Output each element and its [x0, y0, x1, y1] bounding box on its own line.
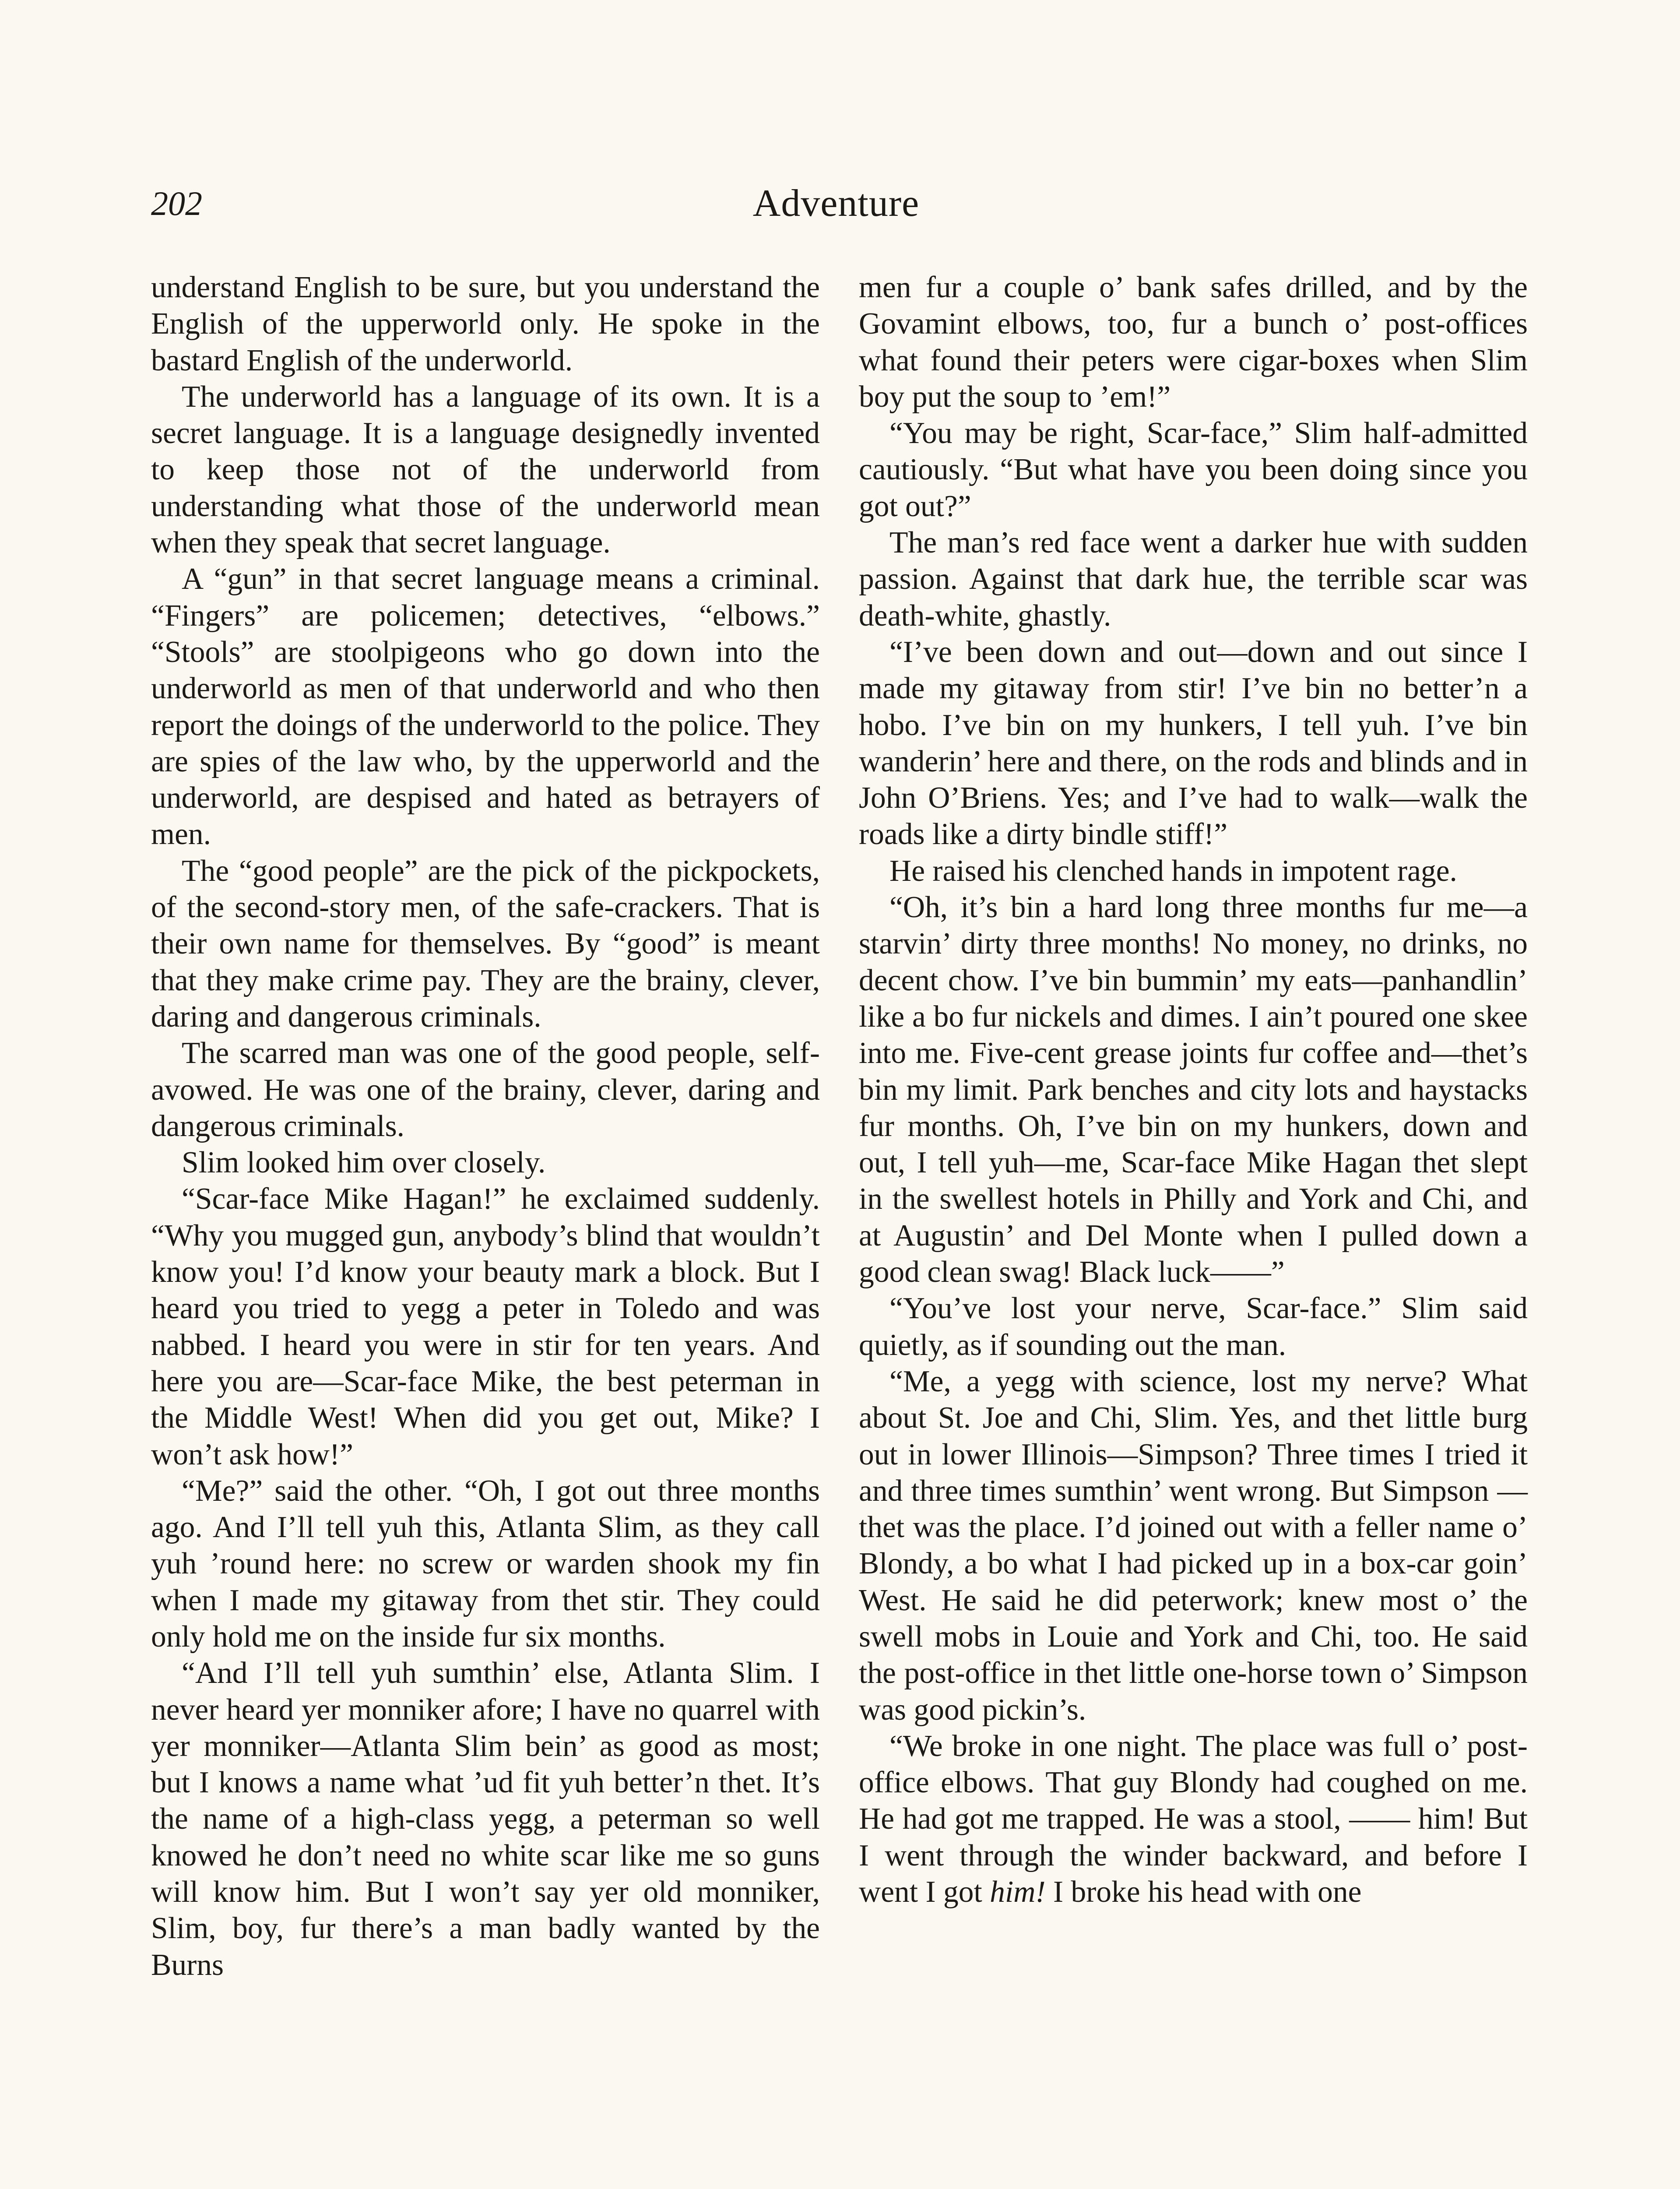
paragraph: “Me, a yegg with science, lost my nerve? What about St. Joe and Chi, Slim. Yes, and thet little burg out in lower Illinois—Simpson? Three times I tried it and three times sumthin’ went wrong. But Simpson —thet was the place. I’d joined out with a feller name o’ Blondy, a bo what I had picked up in a box-car goin’ West. He said he did peterwork; knew most o’ the swell mobs in Louie and York and Chi, too. He said the post-office in thet little one-horse town o’ Simpson was good pickin’s.	[859, 1364, 1528, 1727]
paragraph: “You may be right, Scar-face,” Slim half-admitted cautiously. “But what have you been doing since you got out?”	[859, 416, 1528, 523]
page-header	[151, 179, 1521, 228]
running-title: Adventure	[752, 182, 920, 225]
last-paragraph	[859, 1728, 1528, 1910]
paragraph: A “gun” in that secret language means a criminal. “Fingers” are policemen; detectives, “elbows.” “Stools” are stoolpigeons who go down into the underworld as men of that underworld and who then report the doings of the underworld to the police. They are spies of the law who, by the upperworld and the underworld, are despised and hated as betrayers of men.	[151, 562, 820, 852]
paragraph: “I’ve been down and out—down and out since I made my gitaway from stir! I’ve bin no better’n a hobo. I’ve bin on my hunkers, I tell yuh. I’ve bin wanderin’ here and there, on the rods and blinds and in John O’Briens. Yes; and I’ve had to walk—walk the roads like a dirty bindle stiff!”	[859, 635, 1528, 852]
paragraph: The “good people” are the pick of the pickpockets, of the second-story men, of the safe-crackers. That is their own name for themselves. By “good” is meant that they make crime pay. They are the brainy, clever, daring and dangerous criminals.	[151, 854, 820, 1034]
left-column	[151, 269, 820, 1983]
paragraph: “You’ve lost your nerve, Scar-face.” Slim said quietly, as if sounding out the man.	[859, 1292, 1528, 1362]
paragraph: He raised his clenched hands in impotent rage.	[889, 854, 1457, 888]
emphasis-text: him!	[990, 1875, 1046, 1909]
paragraph: “Scar-face Mike Hagan!” he exclaimed suddenly. “Why you mugged gun, anybody’s blind that wouldn’t know you! I’d know your beauty mark a block. But I heard you tried to yegg a peter in Toledo and was nabbed. I heard you were in stir for ten years. And here you are—Scar-face Mike, the best peterman in the Middle West! When did you get out, Mike? I won’t ask how!”	[151, 1182, 820, 1471]
paragraph: The man’s red face went a darker hue with sudden passion. Against that dark hue, the terrible scar was death-white, ghastly.	[859, 526, 1528, 633]
paragraph: “Oh, it’s bin a hard long three months fur me—a starvin’ dirty three months! No money, no drinks, no decent chow. I’ve bin bummin’ my eats—panhandlin’ like a bo fur nickels and dimes. I ain’t poured one skee into me. Five-cent grease joints fur coffee and—thet’s bin my limit. Park benches and city lots and haystacks fur months. Oh, I’ve bin on my hunkers, down and out, I tell yuh—me, Scar-face Mike Hagan thet slept in the swellest hotels in Philly and York and Chi, and at Augustin’ and Del Monte when I pulled down a good clean swag! Black luck——”	[859, 890, 1528, 1289]
paragraph: “And I’ll tell yuh sumthin’ else, Atlanta Slim. I never heard yer monniker afore; I have no quarrel with yer monniker—Atlanta Slim bein’ as good as most; but I knows a name what ’ud fit yuh better’n thet. It’s the name of a high-class yegg, a peterman so well knowed he don’t need no white scar like me so guns will know him. But I won’t say yer old monniker, Slim, boy, fur there’s a man badly wanted by the Burns	[151, 1656, 820, 1982]
paragraph: men fur a couple o’ bank safes drilled, and by the Govamint elbows, too, fur a bunch o’ post-offices what found their peters were cigar-boxes when Slim boy put the soup to ’em!”	[859, 271, 1528, 414]
paragraph-text: “We broke in one night. The place was full o’ post-office elbows. That guy Blondy had coughed on me. He had got me trapped. He was a stool, —— him! But I went through the winder backward, and before I went I got	[859, 1729, 1528, 1909]
paragraph: The scarred man was one of the good people, self-avowed. He was one of the brainy, clever, daring and dangerous criminals.	[151, 1036, 820, 1143]
right-column	[859, 269, 1528, 1910]
paragraph-tail: I broke his head with one	[1045, 1875, 1362, 1909]
paragraph: Slim looked him over closely.	[182, 1146, 546, 1180]
paragraph: “Me?” said the other. “Oh, I got out three months ago. And I’ll tell yuh this, Atlanta Slim, as they call yuh ’round here: no screw or warden shook my fin when I made my gitaway from thet stir. They could only hold me on the inside fur six months.	[151, 1474, 820, 1654]
paragraph: understand English to be sure, but you understand the English of the upperworld only. He spoke in the bastard English of the underworld.	[151, 271, 820, 377]
paragraph: The underworld has a language of its own. It is a secret language. It is a language designedly invented to keep those not of the underworld from understanding what those of the underworld mean when they speak that secret language.	[151, 380, 820, 560]
page-number: 202	[151, 184, 202, 222]
